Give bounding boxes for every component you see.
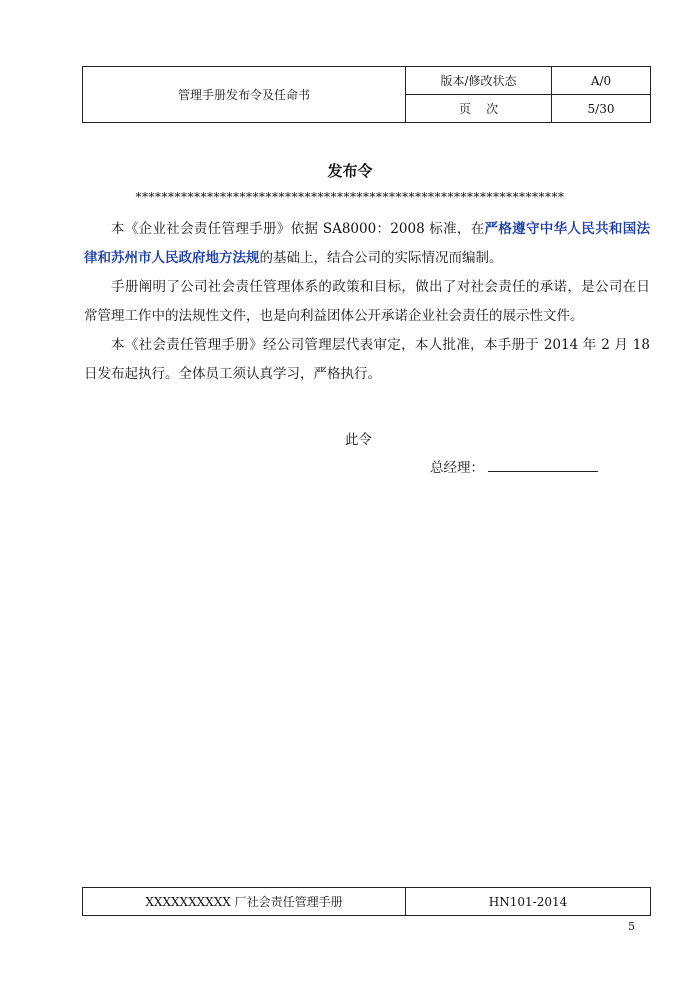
header-table (82, 66, 651, 123)
paragraph-1-post: 的基础上，结合公司的实际情况而编制。 (259, 250, 503, 266)
paragraph-3: 本《社会责任管理手册》经公司管理层代表审定，本人批准，本手册于 2014 年 2 月 18 日发布起执行。全体员工须认真学习，严格执行。 (84, 337, 650, 382)
version-label: 版本/修改状态 (406, 67, 552, 95)
closing-text: 此令 (345, 432, 372, 448)
paragraph-1 (84, 215, 650, 273)
page-label: 页 次 (406, 95, 552, 123)
page-value: 5/30 (552, 95, 651, 123)
signature-line (488, 457, 598, 472)
footer-manual-name: XXXXXXXXXX 厂社会责任管理手册 (83, 888, 406, 916)
paragraph-1-highlight: 严格遵守中华人民共和国法律和苏州市人民政府地方法规 (84, 221, 651, 266)
paragraph-1-pre: 本《企业社会责任管理手册》依据 SA8000：2008 标准，在 (111, 221, 485, 237)
version-value: A/0 (552, 67, 651, 95)
signature-label: 总经理： (430, 460, 484, 476)
document-title: 管理手册发布令及任命书 (83, 67, 406, 123)
signature-block (430, 456, 598, 476)
page-title: 发布令 (327, 162, 373, 180)
paragraph-2: 手册阐明了公司社会责任管理体系的政策和目标，做出了对社会责任的承诺，是公司在日常管理工作中的法规性文件，也是向利益团体公开承诺企业社会责任的展示性文件。 (84, 279, 650, 324)
separator-line: ****************************************************************** (135, 190, 565, 204)
footer-table (82, 887, 651, 916)
page-number: 5 (628, 920, 635, 933)
footer-code: HN101-2014 (406, 888, 651, 916)
body-text (84, 215, 650, 389)
